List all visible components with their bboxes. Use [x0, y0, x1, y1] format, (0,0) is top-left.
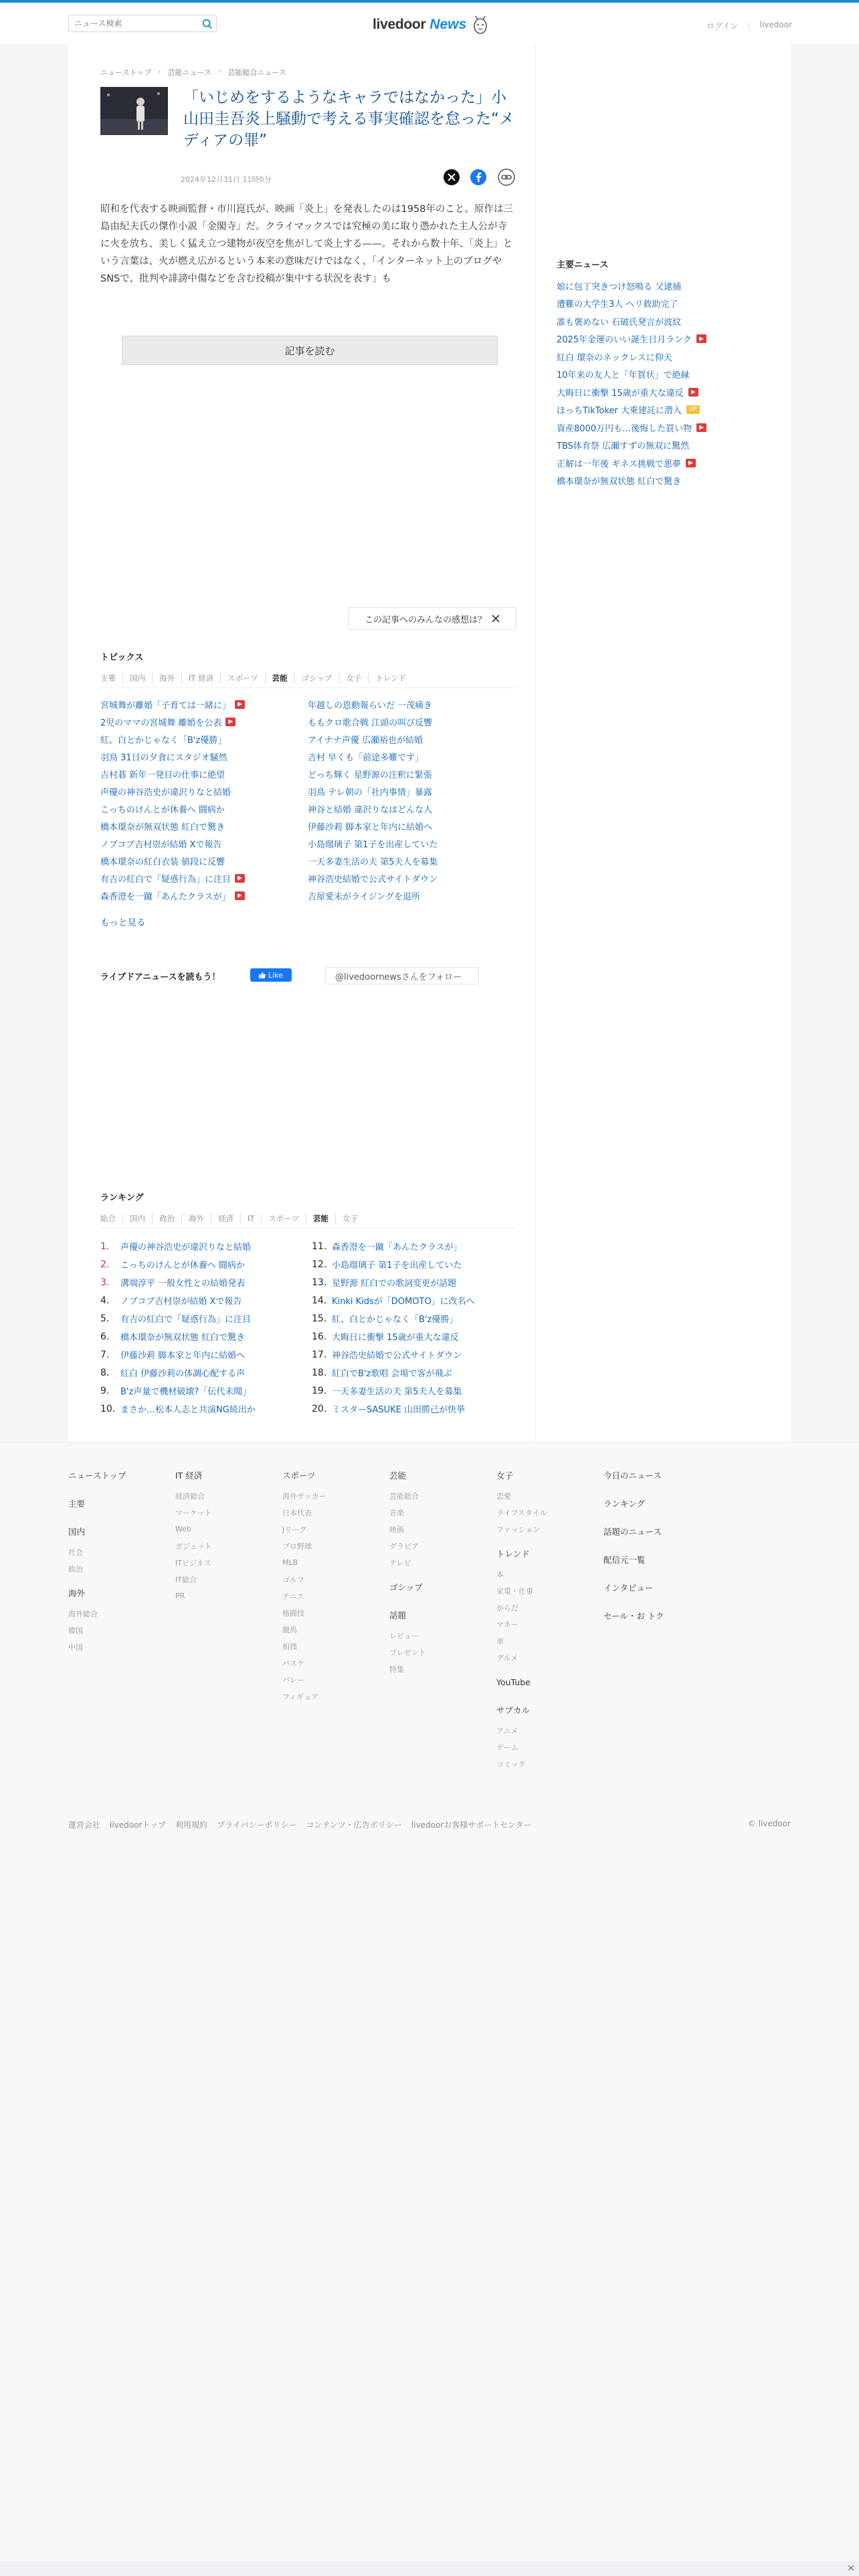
ranking-item[interactable] [100, 1273, 312, 1291]
topic-item-label: 年越しの恩動報らいだ 一茂痛き [308, 700, 433, 711]
footer-sub-link[interactable]: ゴルフ [282, 1575, 304, 1584]
footer-heading-link[interactable]: 女子 [496, 1471, 514, 1481]
topic-item-label: 2児のママの宮城舞 離婚を公表 [100, 718, 222, 728]
sidebar-news-item[interactable] [557, 366, 737, 384]
footer-sub-link[interactable]: レビュー [389, 1631, 419, 1640]
ranking-item[interactable] [100, 1400, 312, 1418]
footer-heading-link[interactable]: 配信元一覧 [603, 1555, 646, 1565]
topic-item-label: ノブコブ吉村崇が結婚 Xで報告 [100, 839, 222, 850]
ranking-number: 8. [100, 1367, 110, 1378]
ranking-item-label: 一天多妻生活の夫 第5夫人を募集 [332, 1387, 462, 1397]
footer-sub-link[interactable]: 日本代表 [282, 1508, 312, 1517]
footer-bottom-link[interactable]: 運営会社 [68, 1820, 101, 1830]
topics-tab[interactable]: ゴシップ [294, 673, 339, 683]
topic-item-label: 一天多妻生活の夫 第5夫人を募集 [308, 857, 438, 867]
follow-heading: ライブドアニュースを読もう！ [100, 972, 221, 982]
separator: | [747, 20, 751, 29]
ranking-number: 19. [312, 1385, 327, 1396]
ranking-number: 14. [312, 1295, 327, 1306]
footer-sub-link[interactable]: コミック [496, 1759, 526, 1769]
topic-item[interactable] [100, 869, 308, 887]
close-icon[interactable]: ✕ [847, 2563, 855, 2574]
ranking-item-label: 森香澄を一蹴「あんたクラスが」 [332, 1243, 462, 1253]
sidebar-news-item[interactable] [557, 348, 737, 366]
topic-item-label: アイナナ声優 広瀬裕也が結婚 [308, 735, 423, 746]
footer-heading-link[interactable]: トレンド [496, 1549, 530, 1559]
ranking-tabs [100, 1213, 365, 1224]
ranking-heading: ランキング [100, 1193, 144, 1203]
ranking-number: 9. [100, 1385, 110, 1396]
footer-sub-link[interactable]: 映画 [389, 1525, 404, 1534]
ranking-number: 18. [312, 1367, 327, 1378]
footer-sub-link[interactable]: 中国 [68, 1642, 83, 1652]
footer-heading-link[interactable]: ゴシップ [389, 1582, 423, 1592]
ranking-tab[interactable]: スポーツ [261, 1213, 306, 1224]
ranking-item[interactable] [312, 1400, 515, 1418]
topic-item[interactable] [308, 800, 515, 817]
footer-heading-link[interactable]: IT 経済 [175, 1471, 203, 1481]
article-lead: 昭和を代表する映画監督・市川崑氏が、映画「炎上」を発表したのは1958年のこと。原作は三島由紀夫氏の傑作小説「金閣寺」だ。クライマックスでは究極の美に取り憑かれた主人公が寺に火を放ち、美しく猛え立つ建物が夜空を焦がして炎上する——。それから数十年、「炎上」という言葉は、火が燃え広がるという本来の意味だけではなく、「インターネット上のブログやSNSで、批判や誹謗中傷などを含む投稿が集中する状況を表す」も [100, 204, 513, 284]
footer-heading-link[interactable]: ランキング [603, 1499, 646, 1509]
footer-sub-link[interactable]: バスケ [282, 1658, 304, 1668]
article-date: 2024年12月31日 11時0分 [181, 175, 272, 184]
ranking-item-label: 伊藤沙莉 脚本家と年内に結婚へ [120, 1351, 246, 1361]
ranking-number: 15. [312, 1313, 327, 1324]
site-footer [0, 1442, 859, 2576]
ranking-item-label: 溝端淳平 一般女性との結婚発表 [120, 1279, 246, 1289]
sidebar-news-label: 大晦日に衝撃 15歳が重大な違反 [557, 388, 684, 399]
footer-sub-link[interactable]: フィギュア [282, 1692, 319, 1701]
sidebar-news-item[interactable] [557, 330, 737, 348]
article-thumbnail [100, 87, 168, 135]
ranking-item[interactable] [100, 1237, 312, 1255]
footer-column [603, 1469, 664, 1628]
topics-list [100, 695, 515, 904]
footer-heading-link[interactable]: 主要 [68, 1499, 86, 1509]
new-badge-icon [688, 388, 698, 397]
twitter-follow-button[interactable]: @livedoornewsさんをフォロー [325, 967, 479, 984]
site-logo[interactable] [373, 15, 489, 35]
sidebar-news-label: 正解は一年後 ギネス挑戦で悪夢 [557, 459, 681, 469]
topic-item[interactable] [308, 748, 515, 765]
footer-sub-link[interactable]: 相撲 [282, 1642, 297, 1651]
ranking-number: 7. [100, 1349, 110, 1360]
topic-item-label: 橋本環奈が無双状態 紅白で驚き [100, 822, 225, 833]
search-box[interactable] [68, 15, 217, 32]
footer-column [175, 1469, 212, 1604]
impressions-label: この記事へのみんなの感想は？ [364, 615, 486, 625]
new-badge-icon [686, 459, 696, 467]
ranking-tab[interactable]: 経済 [211, 1213, 240, 1224]
ranking-number: 16. [312, 1331, 327, 1342]
footer-bottom-link[interactable]: livedoorお客様サポートセンター [411, 1820, 532, 1830]
ranking-number: 5. [100, 1313, 110, 1324]
sidebar-news-label: 2025年金運のいい誕生日月ランク [557, 335, 692, 346]
footer-sub-link[interactable]: IT総合 [175, 1575, 197, 1584]
footer-gap [603, 1515, 664, 1525]
new-badge-icon [696, 423, 706, 432]
sidebar-news-item[interactable] [557, 295, 737, 313]
sidebar-news-item[interactable] [557, 472, 737, 490]
like-label: Like [268, 970, 283, 980]
footer-sub-link[interactable]: ライフスタイル [496, 1508, 547, 1517]
sidebar-news-label: 娘に包丁突きつけ怒鳴る 父逮捕 [557, 282, 682, 292]
footer-gap [603, 1487, 664, 1497]
footer-heading-link[interactable]: 今日のニュース [603, 1471, 662, 1481]
topic-item-label: どっち輝く 星野源の注釈に緊張 [308, 770, 432, 780]
topic-item[interactable] [308, 713, 515, 730]
ranking-item-label: 有吉の紅白で「疑惑行為」に注目 [120, 1315, 252, 1325]
topic-item[interactable] [100, 695, 308, 713]
footer-sub-link[interactable]: Jリーグ [282, 1525, 307, 1534]
footer-column [68, 1469, 126, 1655]
footer-sub-link[interactable]: 特集 [389, 1665, 404, 1674]
article-title[interactable]: 「いじめをするようなキャラではなかった」小山田圭吾炎上騒動で考える事実確認を怠った“メディアの罪” [183, 89, 514, 149]
ranking-tab[interactable]: 国内 [122, 1213, 152, 1224]
footer-sub-link[interactable]: ITビジネス [175, 1558, 211, 1568]
topic-item-label: 橋本環奈の紅白衣装 値段に反響 [100, 857, 225, 867]
topic-item[interactable] [308, 887, 515, 904]
login-link[interactable]: ログイン [706, 21, 739, 31]
topic-item-label: 宮城舞が離婚「子育ては一緒に」 [100, 700, 231, 711]
topic-item-label: 神谷と結婚 違沢りなはどんな人 [308, 804, 433, 815]
sidebar-news-item[interactable] [557, 312, 737, 330]
footer-column [282, 1469, 326, 1705]
sidebar-news-item[interactable] [557, 401, 737, 419]
footer-gap [68, 1487, 126, 1497]
topic-item-label: 有吉の紅白で「疑惑行為」に注目 [100, 874, 231, 885]
footer-heading-link[interactable]: 話題 [389, 1610, 407, 1620]
ranking-item[interactable] [312, 1291, 515, 1309]
footer-sub-link[interactable]: 競馬 [282, 1625, 297, 1634]
ranking-item[interactable] [312, 1346, 515, 1364]
up-badge: UP [686, 405, 700, 414]
footer-sub-link[interactable]: 海外総合 [68, 1609, 98, 1618]
topic-item-label: 伊藤沙莉 脚本家と年内に結婚へ [308, 822, 433, 833]
footer-sub-link[interactable]: PR [175, 1592, 185, 1600]
search-icon[interactable] [201, 18, 213, 30]
footer-gap [68, 1577, 126, 1586]
footer-sub-link[interactable]: 政治 [68, 1564, 83, 1574]
footer-sub-link[interactable]: プレゼント [389, 1648, 426, 1657]
ranking-item[interactable] [100, 1382, 312, 1400]
topic-item[interactable] [100, 748, 308, 765]
topic-item-label: 紅、白とかじゃなく「B'z優勝」 [100, 735, 227, 746]
topics-tabs [100, 673, 413, 683]
topic-item[interactable] [100, 800, 308, 817]
footer-heading-link[interactable]: 話題のニュース [603, 1527, 662, 1537]
sidebar-news-label: 橋本環奈が無双状態 紅白で驚き [557, 477, 682, 488]
x-share-icon[interactable] [443, 169, 460, 186]
footer-sub-link[interactable]: からだ [496, 1603, 518, 1612]
ranking-item-label: 神谷浩史結婚で公式サイトダウン [332, 1351, 462, 1361]
ranking-item-label: 大晦日に衝撃 15歳が重大な違反 [332, 1333, 459, 1343]
sidebar-news-label: 紅白 環奈のネックレスに仰天 [557, 352, 672, 363]
ranking-number: 12. [312, 1259, 327, 1270]
footer-column [496, 1469, 547, 1772]
sidebar-news-item[interactable] [557, 277, 737, 295]
ranking-number: 11. [312, 1241, 327, 1252]
impressions-button[interactable] [348, 607, 516, 630]
footer-gap [496, 1694, 547, 1703]
topic-item-label: 羽鳥 31日の夕食にスタジオ騒然 [100, 752, 227, 763]
ranking-list [100, 1237, 515, 1418]
logo-news: News [430, 17, 467, 32]
footer-column [389, 1469, 426, 1677]
bottom-overlay-bar [0, 2561, 859, 2576]
footer-sub-link[interactable]: 芸能総合 [389, 1491, 419, 1501]
footer-sub-link[interactable]: 恋愛 [496, 1491, 511, 1501]
footer-sub-link[interactable]: マーケット [175, 1508, 212, 1517]
ranking-item[interactable] [100, 1327, 312, 1346]
footer-heading-link[interactable]: 芸能 [389, 1471, 407, 1481]
footer-gap [603, 1543, 664, 1553]
breadcrumb-separator-icon: › [217, 67, 221, 76]
footer-gap [496, 1537, 547, 1547]
tabs-divider [100, 687, 515, 688]
footer-sub-link[interactable]: アニメ [496, 1726, 518, 1735]
ranking-item[interactable] [312, 1273, 515, 1291]
site-header [0, 3, 859, 44]
ranking-item[interactable] [100, 1309, 312, 1327]
sidebar-news-item[interactable] [557, 419, 737, 437]
footer-heading-link[interactable]: インタビュー [603, 1583, 654, 1593]
ranking-tab[interactable]: 政治 [152, 1213, 181, 1224]
topic-item[interactable] [100, 852, 308, 869]
topics-tab[interactable]: スポーツ [220, 673, 265, 683]
topic-item[interactable] [308, 852, 515, 869]
footer-heading-link[interactable]: 国内 [68, 1527, 86, 1537]
footer-sub-link[interactable]: 韓国 [68, 1626, 83, 1635]
sidebar-news-label: 資産8000万円も…後悔した買い物 [557, 423, 692, 434]
ranking-item-label: ミスターSASUKE 山田勝己が快挙 [332, 1405, 466, 1415]
new-badge-icon [225, 718, 235, 726]
sidebar-news-label: 10年来の友人と「年賀状」で絶縁 [557, 370, 690, 381]
read-article-button[interactable]: 記事を読む [122, 336, 498, 365]
footer-gap [603, 1600, 664, 1609]
footer-sub-link[interactable]: 家電・仕事 [496, 1586, 533, 1596]
footer-sub-link[interactable]: バレー [282, 1675, 304, 1685]
ranking-tab[interactable]: 女子 [335, 1213, 365, 1224]
footer-sub-link[interactable]: 社会 [68, 1547, 83, 1557]
footer-sub-link[interactable]: テレビ [389, 1558, 411, 1568]
ranking-item[interactable] [312, 1309, 515, 1327]
ranking-item[interactable] [100, 1291, 312, 1309]
footer-sub-link[interactable]: 海外サッカー [282, 1491, 326, 1501]
topic-item-label: 小島瑠璃子 第1子を出産していた [308, 839, 438, 850]
topic-item-label: 森香澄を一蹴「あんたクラスが」 [100, 891, 231, 902]
logo-word: livedoor [373, 17, 426, 32]
footer-sub-link[interactable]: MLB [282, 1558, 298, 1567]
ranking-number: 1. [100, 1241, 110, 1252]
topic-item[interactable] [100, 713, 308, 730]
ranking-number: 3. [100, 1277, 110, 1288]
ranking-item[interactable] [100, 1255, 312, 1273]
topic-item[interactable] [100, 835, 308, 852]
topic-item[interactable] [308, 817, 515, 835]
ranking-number: 20. [312, 1403, 327, 1414]
topic-item[interactable] [100, 817, 308, 835]
ranking-item[interactable] [100, 1346, 312, 1364]
ranking-item-label: まさか…松本人志と共演NG続出か [120, 1405, 256, 1415]
footer-bottom-link[interactable]: プライバシーポリシー [217, 1820, 297, 1830]
footer-sub-link[interactable]: ゲーム [496, 1743, 518, 1752]
ranking-tab[interactable]: 総合 [100, 1214, 116, 1223]
link-share-icon[interactable] [498, 169, 515, 186]
topics-heading: トピックス [100, 653, 144, 663]
thumbs-up-icon [259, 972, 266, 978]
sidebar-news-label: 遭難の大学生3人 ヘリ救助完了 [557, 300, 678, 310]
sidebar-news-item[interactable] [557, 437, 737, 455]
sidebar-news-label: 誰も褒めない 石破氏発言が波紋 [557, 317, 682, 328]
footer-bottom-link[interactable]: コンテンツ・広告ポリシー [306, 1820, 402, 1830]
footer-heading-link[interactable]: ニューストップ [68, 1471, 126, 1481]
footer-sub-link[interactable]: Web [175, 1525, 191, 1533]
ranking-item-label: 紅白 伊藤沙莉の体調心配する声 [120, 1369, 246, 1379]
stage-photo-icon [100, 87, 168, 135]
ranking-tab[interactable]: 芸能 [306, 1213, 335, 1224]
breadcrumb-separator-icon: › [158, 67, 161, 76]
header-links [706, 20, 792, 31]
topics-tab[interactable]: トレンド [368, 673, 413, 683]
topics-tab[interactable]: 女子 [339, 673, 368, 683]
copyright: © livedoor [747, 1819, 791, 1828]
topic-item[interactable] [308, 782, 515, 800]
footer-sub-link[interactable]: グラビア [389, 1541, 419, 1551]
topic-item-label: 神谷浩史結婚で公式サイトダウン [308, 874, 438, 885]
footer-gap [389, 1571, 426, 1580]
topics-tab[interactable]: 国内 [122, 673, 152, 683]
topic-item-label: 吉村碁 新年一発目の仕事に絶望 [100, 770, 225, 780]
topics-tab[interactable]: 海外 [152, 673, 181, 683]
topic-item[interactable] [308, 730, 515, 748]
sidebar-news-label: TBS体育祭 広瀬すずの無双に驚然 [557, 441, 690, 452]
topic-item[interactable] [100, 765, 308, 782]
topic-item-label: 羽鳥 テレ朝の「社内事情」暴露 [308, 787, 432, 798]
ranking-item-label: 小島瑠璃子 第1子を出産していた [332, 1261, 462, 1271]
footer-bottom-link[interactable]: livedoorトップ [110, 1820, 167, 1830]
ranking-item-label: 橋本環奈が無双状態 紅白で驚き [120, 1333, 246, 1343]
topics-tab[interactable]: 芸能 [265, 673, 294, 683]
footer-heading-link[interactable]: 海外 [68, 1588, 86, 1598]
ranking-tab[interactable]: 海外 [181, 1213, 211, 1224]
sidebar-news-item[interactable] [557, 454, 737, 472]
ranking-item-label: 星野源 紅白での歌詞変更が話題 [332, 1279, 457, 1289]
topic-item-label: 吉屋愛未がライジングを退所 [308, 891, 421, 902]
facebook-share-icon[interactable] [470, 169, 487, 186]
facebook-like-button[interactable] [250, 968, 292, 982]
new-badge-icon [235, 891, 245, 900]
more-topics-link[interactable]: もっと見る [100, 918, 146, 928]
topic-item-label: 声優の神谷浩史が違沢りなと結婚 [100, 787, 231, 798]
new-badge-icon [235, 874, 245, 883]
ranking-number: 17. [312, 1349, 327, 1360]
footer-heading-link[interactable]: スポーツ [282, 1471, 316, 1481]
footer-sub-link[interactable]: マネー [496, 1620, 518, 1629]
topic-item[interactable] [100, 730, 308, 748]
ranking-item-label: 紅、白とかじゃなく「B'z優勝」 [332, 1315, 458, 1325]
ranking-item[interactable] [312, 1364, 515, 1382]
footer-sub-link[interactable]: テニス [282, 1592, 304, 1601]
topic-item-label: こっちのけんとが休養へ 闘病か [100, 804, 225, 815]
footer-sub-link[interactable]: 経済総合 [175, 1491, 205, 1501]
breadcrumb-item[interactable]: 芸能ニュース [167, 68, 211, 77]
ranking-number: 13. [312, 1277, 327, 1288]
topics-tab[interactable]: IT 経済 [181, 673, 220, 683]
footer-sub-link[interactable]: 車 [496, 1636, 504, 1646]
ranking-item-label: 声優の神谷浩史が違沢りなと結婚 [120, 1243, 252, 1253]
footer-gap [496, 1666, 547, 1675]
x-icon [492, 615, 500, 623]
ranking-item-label: Kinki Kidsが「DOMOTO」に改名へ [332, 1297, 475, 1307]
new-badge-icon [696, 334, 706, 343]
ranking-item-label: B'z声量で機材破壊?「伝代未聞」 [120, 1387, 252, 1397]
breadcrumb [100, 67, 286, 78]
footer-sub-link[interactable]: 本 [496, 1570, 504, 1579]
ranking-item[interactable] [312, 1382, 515, 1400]
sidebar-news-list [557, 277, 737, 490]
ranking-item[interactable] [312, 1255, 515, 1273]
sidebar-news-label: ほっちTikToker 大乗建託に潜入 [557, 406, 682, 417]
breadcrumb-item[interactable]: 芸能総合ニュース [227, 68, 286, 77]
livedoor-link[interactable]: livedoor [759, 20, 792, 29]
topic-item-label: ももクロ歌合戦 江頭の叫び反響 [308, 718, 433, 728]
breadcrumb-item[interactable]: ニューストップ [100, 68, 152, 77]
footer-sub-link[interactable]: グルメ [496, 1653, 518, 1662]
mascot-icon [472, 13, 489, 36]
ranking-number: 2. [100, 1259, 110, 1270]
footer-bottom-link[interactable]: 利用規約 [175, 1820, 208, 1830]
ranking-item[interactable] [312, 1327, 515, 1346]
topic-item[interactable] [100, 887, 308, 904]
footer-gap [389, 1599, 426, 1608]
sidebar-heading: 主要ニュース [557, 260, 609, 270]
ranking-item-label: 紅白でB'z歌唱 会場で客が飛ぶ [332, 1369, 452, 1379]
new-badge-icon [235, 700, 245, 709]
ranking-item-label: こっちのけんとが休養へ 闘病か [120, 1261, 245, 1271]
footer-sub-link[interactable]: ファッション [496, 1525, 541, 1534]
ranking-item-label: ノブコブ吉村崇が結婚 Xで報告 [120, 1297, 242, 1307]
footer-heading-link[interactable]: YouTube [496, 1677, 531, 1687]
footer-heading-link[interactable]: サブカル [496, 1705, 530, 1715]
footer-heading-link[interactable]: セール・お トク [603, 1611, 664, 1621]
footer-gap [68, 1515, 126, 1525]
topic-item[interactable] [308, 869, 515, 887]
footer-bottom-links [68, 1819, 531, 1830]
ranking-tab[interactable]: IT [240, 1214, 261, 1223]
ranking-number: 4. [100, 1295, 110, 1306]
ranking-item[interactable] [312, 1237, 515, 1255]
footer-sub-link[interactable]: 格闘技 [282, 1608, 304, 1618]
footer-sub-link[interactable]: ガジェット [175, 1541, 212, 1551]
topic-item[interactable] [308, 765, 515, 782]
topic-item[interactable] [100, 782, 308, 800]
footer-gap [603, 1572, 664, 1581]
ranking-number: 10. [100, 1403, 116, 1414]
topic-item-label: 吉村 早くも「前途多難です」 [308, 752, 424, 763]
footer-sub-link[interactable]: プロ野球 [282, 1541, 312, 1551]
search-input[interactable] [69, 15, 195, 31]
topic-item[interactable] [308, 695, 515, 713]
topic-item[interactable] [308, 835, 515, 852]
sidebar-news-item[interactable] [557, 383, 737, 401]
topics-tab[interactable]: 主要 [100, 673, 116, 683]
ranking-number: 6. [100, 1331, 110, 1342]
ranking-item[interactable] [100, 1364, 312, 1382]
footer-sub-link[interactable]: 音楽 [389, 1508, 404, 1517]
column-divider [535, 44, 536, 1442]
